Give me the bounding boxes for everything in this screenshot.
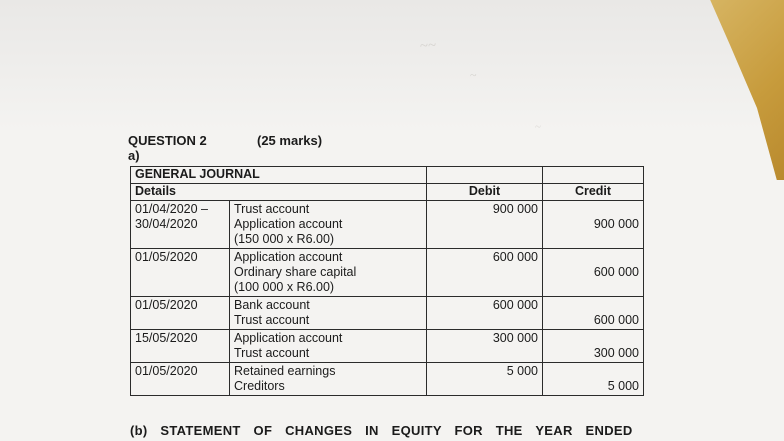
journal-entry (131, 201, 644, 249)
general-journal-table (130, 166, 644, 396)
entry-debit (427, 201, 543, 249)
account-line: Trust account (234, 202, 310, 216)
entry-date (131, 297, 230, 330)
debit-amount: 900 000 (492, 202, 538, 216)
entry-date (131, 249, 230, 297)
date-line: 01/05/2020 (135, 364, 198, 378)
journal-header-row (131, 184, 644, 201)
entry-description (230, 201, 427, 249)
credit-amount: 300 000 (593, 346, 639, 360)
debit-amount: 600 000 (492, 298, 538, 312)
date-line: 30/04/2020 (135, 217, 198, 231)
part-a-label: a) (128, 148, 140, 163)
entry-date (131, 330, 230, 363)
date-line: 01/05/2020 (135, 250, 198, 264)
journal-title: GENERAL JOURNAL (131, 167, 427, 184)
entry-credit (543, 363, 644, 396)
account-line: Application account (234, 250, 343, 264)
debit-amount: 300 000 (492, 331, 538, 345)
entry-description (230, 330, 427, 363)
account-line: Ordinary share capital (234, 265, 357, 279)
entry-date (131, 363, 230, 396)
journal-entry (131, 330, 644, 363)
entry-credit (543, 297, 644, 330)
journal-entry (131, 297, 644, 330)
debit-amount: 600 000 (492, 250, 538, 264)
part-b-heading: (b) STATEMENT OF CHANGES IN EQUITY FOR THE YEAR ENDED (130, 423, 633, 438)
credit-amount: 900 000 (593, 217, 639, 231)
account-line: Retained earnings (234, 364, 336, 378)
entry-credit (543, 249, 644, 297)
account-line: Bank account (234, 298, 310, 312)
header-credit: Credit (543, 184, 644, 201)
bleed-through-text: ~ (535, 121, 541, 133)
question-marks: (25 marks) (257, 133, 323, 148)
empty-cell (427, 167, 543, 184)
header-debit: Debit (427, 184, 543, 201)
journal-entry (131, 249, 644, 297)
entry-debit (427, 363, 543, 396)
entry-debit (427, 297, 543, 330)
entry-debit (427, 249, 543, 297)
entry-debit (427, 330, 543, 363)
date-line: 01/04/2020 – (135, 202, 208, 216)
paper-shadow (0, 0, 784, 130)
bleed-through-text: ~ (470, 68, 477, 82)
entry-description (230, 249, 427, 297)
debit-amount: 5 000 (506, 364, 538, 378)
entry-date (131, 201, 230, 249)
account-line: Trust account (234, 313, 310, 327)
empty-cell (543, 167, 644, 184)
question-heading: QUESTION 2 (128, 133, 207, 148)
credit-amount: 600 000 (593, 313, 639, 327)
entry-credit (543, 330, 644, 363)
journal-entry (131, 363, 644, 396)
credit-amount: 5 000 (607, 379, 639, 393)
credit-amount: 600 000 (593, 265, 639, 279)
date-line: 15/05/2020 (135, 331, 198, 345)
account-line: Application account (234, 331, 343, 345)
entry-description (230, 363, 427, 396)
header-details: Details (131, 184, 427, 201)
account-line: Application account (234, 217, 343, 231)
account-line: Creditors (234, 379, 285, 393)
calculation-line: (100 000 x R6.00) (234, 280, 335, 294)
account-line: Trust account (234, 346, 310, 360)
journal-title-row (131, 167, 644, 184)
entry-credit (543, 201, 644, 249)
date-line: 01/05/2020 (135, 298, 198, 312)
entry-description (230, 297, 427, 330)
calculation-line: (150 000 x R6.00) (234, 232, 335, 246)
bleed-through-text: ~~ (419, 37, 437, 55)
